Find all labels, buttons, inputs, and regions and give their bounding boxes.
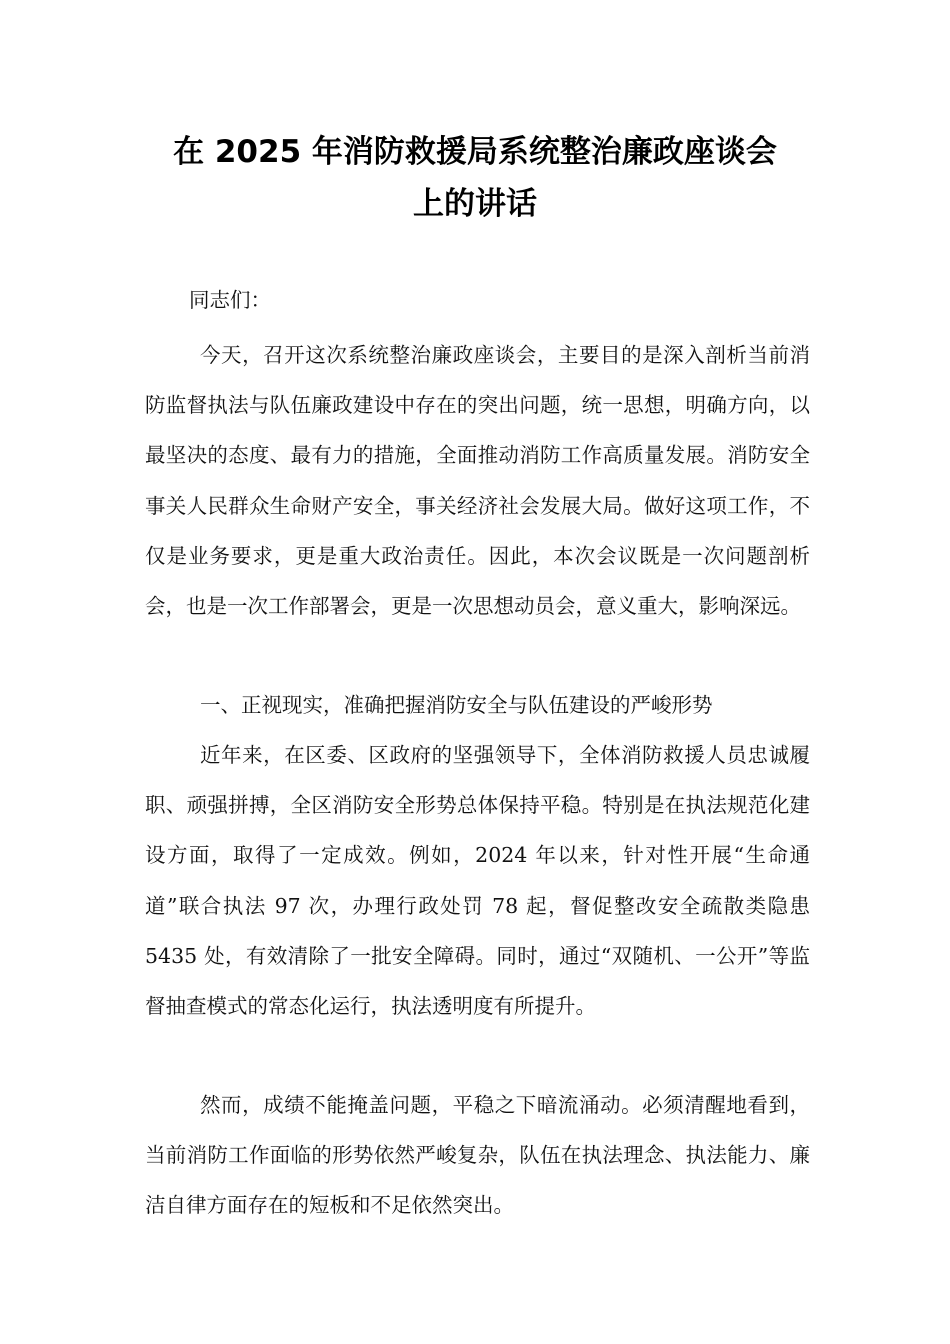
paragraph-intro: 今天，召开这次系统整治廉政座谈会，主要目的是深入剖析当前消防监督执法与队伍廉政建设中存在的突出问题，统一思想，明确方向，以最坚决的态度、最有力的措施，全面推动消防工作高质量发展。消防安全事关人民群众生命财产安全，事关经济社会发展大局。做好这项工作，不仅是业务要求，更是重大政治责任。因此，本次会议既是一次问题剖析会，也是一次工作部署会，更是一次思想动员会，意义重大，影响深远。 xyxy=(145,343,810,619)
section-heading-1: 一、正视现实，准确把握消防安全与队伍建设的严峻形势 xyxy=(200,693,713,717)
document-title xyxy=(120,126,830,230)
title-line-1: 在 2025 年消防救援局系统整治廉政座谈会 xyxy=(173,134,777,170)
paragraph-problems: 然而，成绩不能掩盖问题，平稳之下暗流涌动。必须清醒地看到，当前消防工作面临的形势依然严峻复杂，队伍在执法理念、执法能力、廉洁自律方面存在的短板和不足依然突出。 xyxy=(145,1093,810,1218)
salutation: 同志们： xyxy=(189,288,271,312)
paragraph-achievements: 近年来，在区委、区政府的坚强领导下，全体消防救援人员忠诚履职、顽强拼搏，全区消防安全形势总体保持平稳。特别是在执法规范化建设方面，取得了一定成效。例如，2024 年以来，针对性开展“生命通道”联合执法 97 次，办理行政处罚 78 起，督促整改安全疏散类隐患 5435 处，有效清除了一批安全障碍。同时，通过“双随机、一公开”等监督抽查模式的常态化运行，执法透明度有所提升。 xyxy=(145,743,810,1019)
title-line-2: 上的讲话 xyxy=(413,186,537,222)
